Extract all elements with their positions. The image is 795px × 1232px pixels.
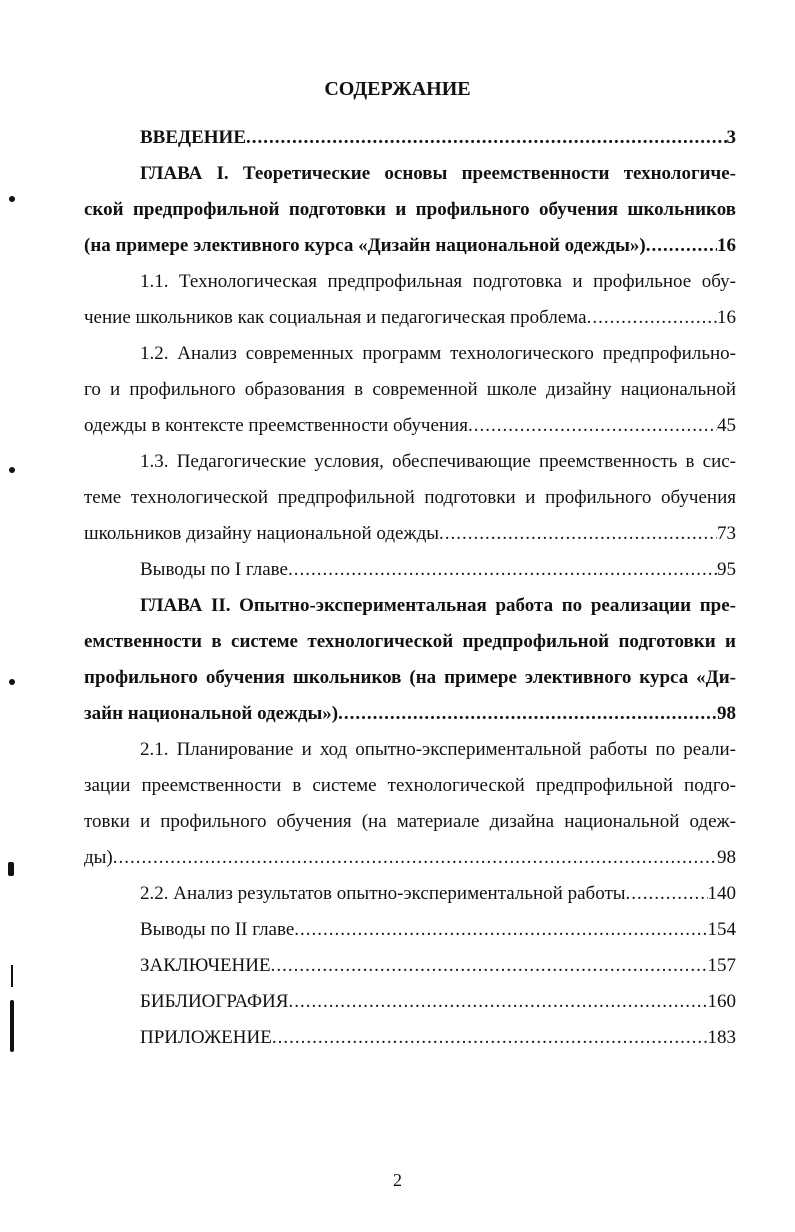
dot-leader — [272, 1026, 708, 1050]
toc-entry-page: 95 — [717, 559, 736, 580]
toc-section22 — [140, 882, 736, 906]
page-number: 2 — [393, 1170, 402, 1190]
toc-entry-page: 16 — [717, 235, 736, 256]
toc-section11-line1: 1.1. Технологическая предпрофильная подготовка и профильное обу- — [140, 271, 736, 292]
toc-section12-line1: 1.2. Анализ современных программ технологического предпрофильно- — [140, 343, 736, 364]
scan-mark-line — [11, 965, 13, 987]
toc-entry-text: одежды в контексте преемственности обучения — [84, 415, 468, 436]
toc-title: СОДЕРЖАНИЕ — [324, 78, 471, 100]
toc-entry-page: 154 — [707, 919, 736, 940]
dot-leader — [246, 126, 727, 150]
toc-entry-page: 98 — [717, 703, 736, 724]
toc-chapter2-line2: емственности в системе технологической предпрофильной подготовки и — [84, 631, 736, 652]
toc-section13-line3 — [84, 522, 736, 546]
toc-entry-text: ЗАКЛЮЧЕНИЕ — [140, 955, 271, 976]
toc-entry-text: Выводы по I главе — [140, 559, 288, 580]
toc-conclusions2 — [140, 918, 736, 942]
toc-entry-text: Выводы по II главе — [140, 919, 295, 940]
toc-chapter1-line2: ской предпрофильной подготовки и профильного обучения школьников — [84, 199, 736, 220]
toc-section12-line3 — [84, 414, 736, 438]
toc-entry-text: школьников дизайну национальной одежды — [84, 523, 440, 544]
toc-entry-intro — [140, 126, 736, 150]
toc-entry-page: 98 — [717, 847, 736, 868]
toc-entry-text: чение школьников как социальная и педагогическая проблема — [84, 307, 587, 328]
toc-entry-page: 3 — [726, 127, 736, 148]
toc-section21-line4 — [84, 846, 736, 870]
toc-section21-line3: товки и профильного обучения (на материале дизайна национальной одеж- — [84, 811, 736, 832]
toc-section21-line1: 2.1. Планирование и ход опытно-экспериментальной работы по реали- — [140, 739, 736, 760]
dot-leader — [288, 990, 707, 1014]
dot-leader — [468, 414, 717, 438]
toc-entry-page: 183 — [707, 1027, 736, 1048]
toc-appendix — [140, 1026, 736, 1050]
toc-chapter2-line4 — [84, 702, 736, 726]
dot-leader — [288, 558, 717, 582]
scan-mark-line — [10, 1000, 14, 1052]
scan-mark-dot — [9, 467, 15, 473]
toc-entry-page: 160 — [707, 991, 736, 1012]
dot-leader — [271, 954, 708, 978]
toc-entry-text: БИБЛИОГРАФИЯ — [140, 991, 289, 1012]
toc-chapter2-line3: профильного обучения школьников (на примере элективного курса «Ди- — [84, 667, 736, 688]
toc-entry-page: 45 — [717, 415, 736, 436]
toc-chapter1-line1: ГЛАВА I. Теоретические основы преемственности технологиче- — [140, 163, 736, 184]
scan-mark-dot — [9, 196, 15, 202]
toc-entry-page: 157 — [707, 955, 736, 976]
toc-entry-text: ды) — [84, 847, 113, 868]
toc-section12-line2: го и профильного образования в современной школе дизайну национальной — [84, 379, 736, 400]
toc-entry-text: ПРИЛОЖЕНИЕ — [140, 1027, 272, 1048]
toc-entry-text: зайн национальной одежды») — [84, 703, 339, 724]
toc-entry-text: ВВЕДЕНИЕ — [140, 127, 246, 148]
toc-bibliography — [140, 990, 736, 1014]
toc-entry-page: 73 — [717, 523, 736, 544]
toc-section13-line1: 1.3. Педагогические условия, обеспечивающие преемственность в сис- — [140, 451, 736, 472]
toc-section21-line2: зации преемственности в системе технологической предпрофильной подго- — [84, 775, 736, 796]
toc-chapter2-line1: ГЛАВА II. Опытно-экспериментальная работа по реализации пре- — [140, 595, 736, 616]
toc-entry-page: 140 — [707, 883, 736, 904]
dot-leader — [626, 882, 708, 906]
scan-mark-dot — [9, 679, 15, 685]
toc-conclusions1 — [140, 558, 736, 582]
toc-conclusion — [140, 954, 736, 978]
toc-section11-line2 — [84, 306, 736, 330]
toc-entry-page: 16 — [717, 307, 736, 328]
dot-leader — [113, 846, 717, 870]
dot-leader — [338, 702, 717, 726]
dot-leader — [587, 306, 717, 330]
scan-mark-blot — [8, 862, 14, 876]
toc-entry-text: 2.2. Анализ результатов опытно-экспериментальной работы — [140, 883, 626, 904]
toc-section13-line2: теме технологической предпрофильной подготовки и профильного обучения — [84, 487, 736, 508]
dot-leader — [294, 918, 707, 942]
toc-chapter1-line3 — [84, 234, 736, 258]
toc-entry-text: (на примере элективного курса «Дизайн национальной одежды») — [84, 235, 646, 256]
dot-leader — [439, 522, 717, 546]
dot-leader — [646, 234, 717, 258]
